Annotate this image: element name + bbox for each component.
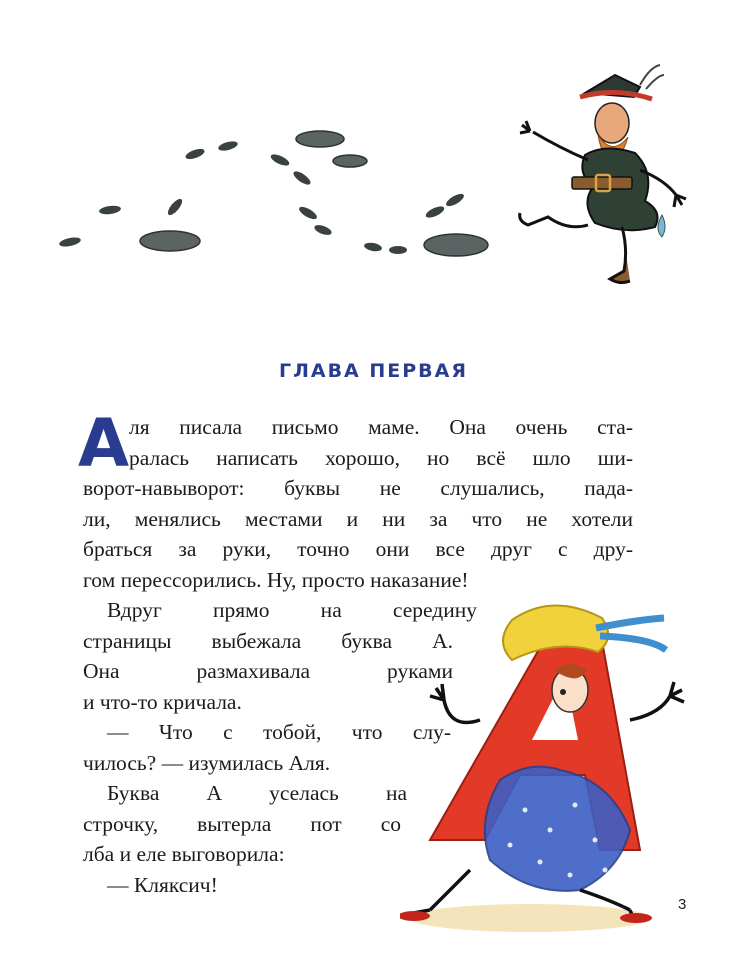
ink-puddle — [424, 234, 488, 256]
paragraph-1 — [83, 412, 633, 595]
footprint — [389, 246, 407, 254]
footprint — [217, 140, 238, 153]
chapter-title: ГЛАВА ПЕРВАЯ — [278, 360, 469, 382]
footprint — [269, 152, 291, 168]
text-line: Вдруг прямо на середину — [107, 598, 477, 622]
footprint — [58, 236, 81, 248]
text-line: ля писала письмо маме. Она очень ста- — [129, 415, 633, 439]
text-line: гом перессорились. Ну, просто наказание! — [83, 567, 469, 592]
text-line: страницы выбежала буква А. — [83, 628, 453, 653]
footprint — [424, 204, 446, 220]
footprint — [313, 223, 333, 237]
text-line: и что-то кричала. — [83, 689, 242, 714]
text-line: — Что с тобой, что слу- — [107, 720, 451, 744]
ink-puddle — [140, 231, 200, 251]
text-line: — Кляксич! — [107, 872, 218, 897]
ink-puddle — [333, 155, 367, 167]
text-line: Буква А уселась на — [107, 781, 407, 805]
letter-a-character — [400, 605, 687, 923]
footprint — [292, 169, 313, 187]
page-number: 3 — [678, 896, 687, 913]
kljaksich-footprints-illustration — [40, 55, 720, 295]
dropcap-letter: А — [78, 405, 130, 482]
footprint — [363, 241, 382, 252]
text-line: ворот-навыворот: буквы не слушались, пада- — [83, 476, 633, 500]
text-line: чилось? — изумилась Аля. — [83, 750, 331, 775]
text-line: ли, менялись местами и ни за что не хотели — [83, 506, 633, 531]
ink-puddle — [296, 131, 344, 147]
footprint — [184, 147, 206, 161]
text-line: ралась написать хорошо, но всё шло ши- — [129, 445, 633, 470]
kljaksich-character — [520, 65, 686, 283]
footprint — [444, 192, 465, 209]
footprint — [166, 197, 185, 217]
text-line: строчку, вытерла пот со — [83, 811, 401, 836]
text-line: браться за руки, точно они все друг с дру- — [83, 537, 633, 561]
footprint — [297, 205, 318, 222]
footprint — [99, 205, 122, 216]
letter-a-character-illustration — [400, 600, 730, 940]
text-line: лба и еле выговорила: — [83, 842, 285, 866]
text-line: Она размахивала руками — [83, 659, 453, 683]
